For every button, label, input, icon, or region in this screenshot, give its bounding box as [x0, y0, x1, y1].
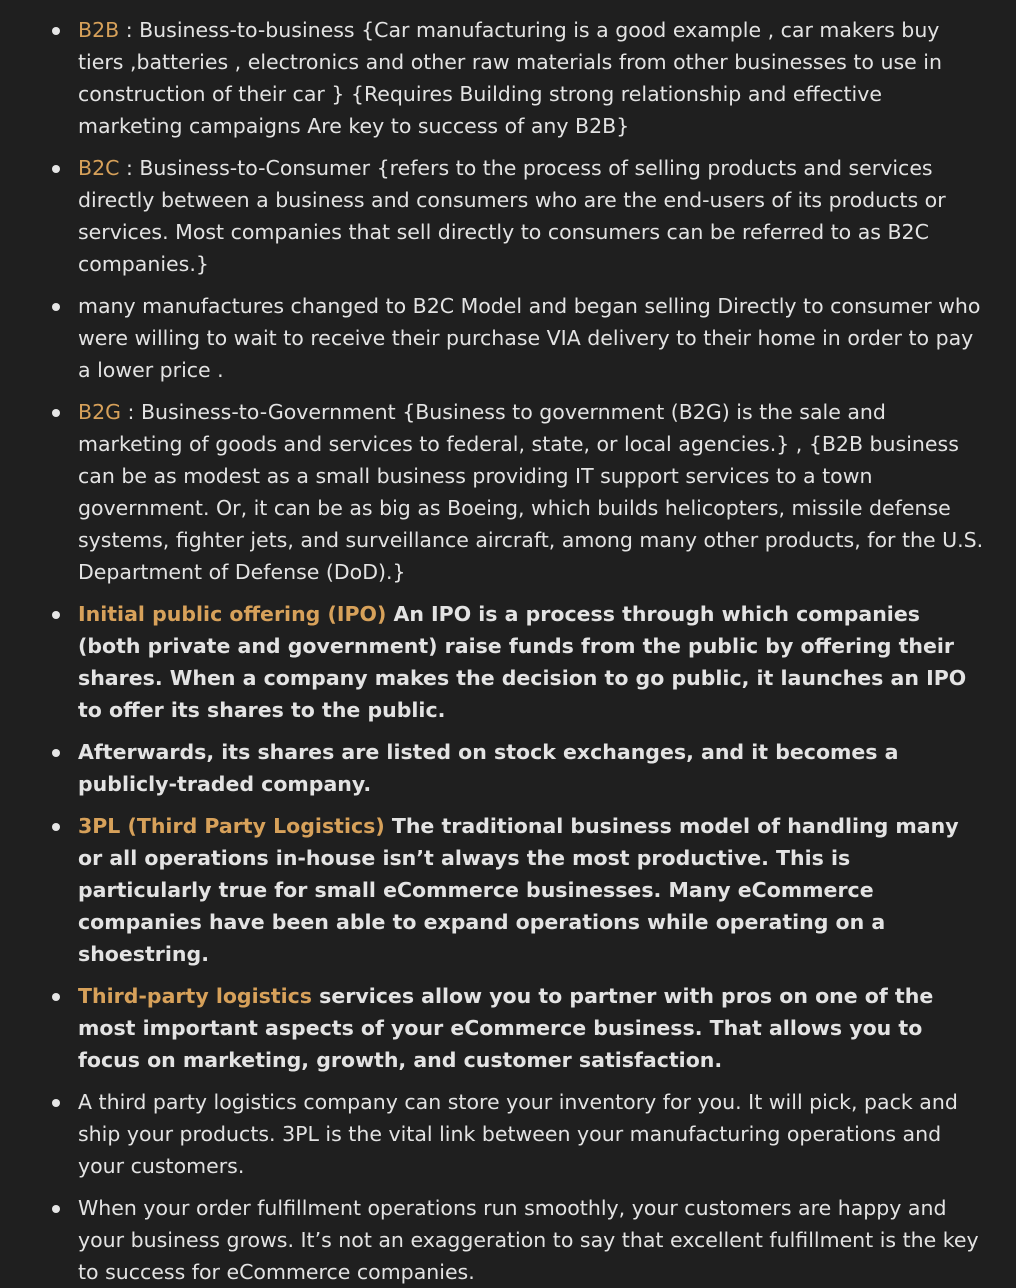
- list-item-ipo-afterwards: [30, 736, 986, 800]
- bullet-dot-icon: [52, 823, 60, 831]
- bullet-dot-icon: [52, 27, 60, 35]
- bullet-dot-icon: [52, 1205, 60, 1213]
- list-item-b2c: [30, 152, 986, 280]
- term-third-party-logistics: Third-party logistics: [78, 984, 313, 1008]
- bullet-dot-icon: [52, 1099, 60, 1107]
- list-item-third-party-logistics: [30, 980, 986, 1076]
- list-item-ipo: [30, 598, 986, 726]
- bullet-dot-icon: [52, 409, 60, 417]
- item-text: The traditional business model of handling many or all operations in-house isn’t always the most productive. This is particularly true for small eCommerce businesses. Many eCommerce companies have been able to expand operations while operating on a shoestring.: [78, 814, 959, 966]
- item-text: Afterwards, its shares are listed on stock exchanges, and it becomes a publicly-traded company.: [78, 740, 899, 796]
- bullet-dot-icon: [52, 749, 60, 757]
- item-text: When your order fulfillment operations run smoothly, your customers are happy and your business grows. It’s not an exaggeration to say that excellent fulfillment is the key to success for eCommerce companies.: [78, 1196, 979, 1284]
- item-text: An IPO is a process through which companies (both private and government) raise funds from the public by offering their shares. When a company makes the decision to go public, it launches an IPO to offer its shares to the public.: [78, 602, 967, 722]
- term-b2c: B2C: [78, 156, 120, 180]
- term-ipo: Initial public offering (IPO): [78, 602, 387, 626]
- list-item-b2g: [30, 396, 986, 588]
- bullet-dot-icon: [52, 611, 60, 619]
- item-text: : Business-to-business {Car manufacturing is a good example , car makers buy tiers ,batteries , electronics and other raw materials from other businesses to use in construction of their car } {Requires Building strong relationship and effective marketing campaigns Are key to success of any B2B}: [78, 18, 942, 138]
- term-b2g: B2G: [78, 400, 121, 424]
- bullet-dot-icon: [52, 303, 60, 311]
- bullet-dot-icon: [52, 993, 60, 1001]
- list-item-3pl: [30, 810, 986, 970]
- item-text: many manufactures changed to B2C Model and began selling Directly to consumer who were willing to wait to receive their purchase VIA delivery to their home in order to pay a lower price .: [78, 294, 981, 382]
- list-item-3pl-inventory: [30, 1086, 986, 1182]
- term-3pl: 3PL (Third Party Logistics): [78, 814, 385, 838]
- item-text: services allow you to partner with pros on one of the most important aspects of your eCommerce business. That allows you to focus on marketing, growth, and customer satisfaction.: [78, 984, 934, 1072]
- bullet-list: [30, 14, 986, 1288]
- term-b2b: B2B: [78, 18, 120, 42]
- list-item-b2c-manufacturers: [30, 290, 986, 386]
- item-text: : Business-to-Government {Business to government (B2G) is the sale and marketing of goods and services to federal, state, or local agencies.} , {B2B business can be as modest as a small business providing IT support services to a town government. Or, it can be as big as Boeing, which builds helicopters, missile defense systems, fighter jets, and surveillance aircraft, among many other products, for the U.S. Department of Defense (DoD).}: [78, 400, 984, 584]
- item-text: : Business-to-Consumer {refers to the process of selling products and services directly between a business and consumers who are the end-users of its products or services. Most companies that sell directly to consumers can be referred to as B2C companies.}: [78, 156, 946, 276]
- list-item-b2b: [30, 14, 986, 142]
- list-item-fulfillment: [30, 1192, 986, 1288]
- bullet-dot-icon: [52, 165, 60, 173]
- item-text: A third party logistics company can store your inventory for you. It will pick, pack and ship your products. 3PL is the vital link between your manufacturing operations and your customers.: [78, 1090, 958, 1178]
